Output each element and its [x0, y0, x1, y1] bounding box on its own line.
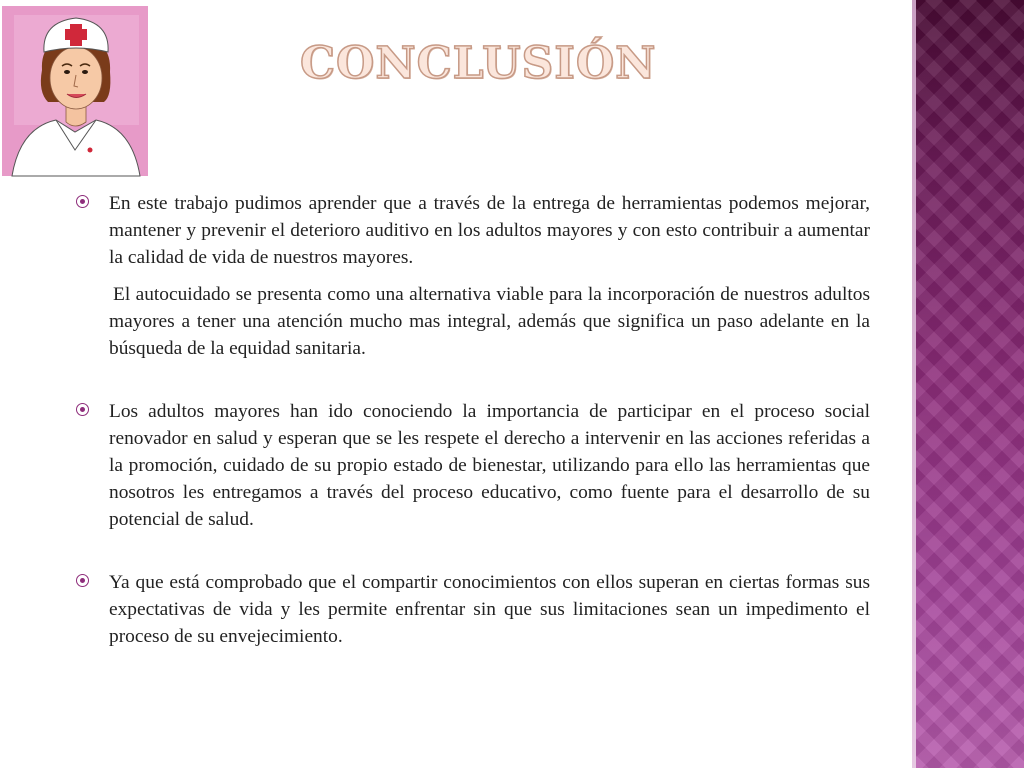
list-item-continuation: [76, 281, 870, 362]
list-item: [76, 398, 870, 533]
paragraph-text: En este trabajo pudimos aprender que a través de la entrega de herramientas podemos mejorar, mantener y prevenir el deterioro auditivo en los adultos mayores y con esto contribuir a aumentar la calidad de vida de nuestros mayores.: [109, 193, 870, 268]
bullet-list: [76, 190, 870, 650]
paragraph-text: Los adultos mayores han ido conociendo la importancia de participar en el proceso social renovador en salud y esperan que se les respete el derecho a intervenir en las acciones referidas a la promoción, cuidado de su propio estado de bienestar, utilizando para ello las herramientas que nosotros les entregamos a través del proceso educativo, como fuente para el desarrollo de su potencial de salud.: [109, 401, 870, 530]
bullet-icon: [76, 403, 89, 416]
slide-title: CONCLUSIÓN: [300, 38, 657, 89]
bullet-icon: [76, 574, 89, 587]
list-item: [76, 569, 870, 650]
list-item: [76, 190, 870, 271]
decorative-side-band: [912, 0, 1024, 768]
bullet-icon: [76, 195, 89, 208]
nurse-illustration-icon: [0, 0, 150, 185]
paragraph-text: Ya que está comprobado que el compartir conocimientos con ellos superan en ciertas formas sus expectativas de vida y les permite enfrentar sin que sus limitaciones sean un impedimento el proceso de su envejecimiento.: [109, 572, 870, 647]
paragraph-text: El autocuidado se presenta como una alternativa viable para la incorporación de nuestros adultos mayores a tener una atención mucho mas integral, además que significa un paso adelante en la búsqueda de la equidad sanitaria.: [109, 284, 870, 359]
